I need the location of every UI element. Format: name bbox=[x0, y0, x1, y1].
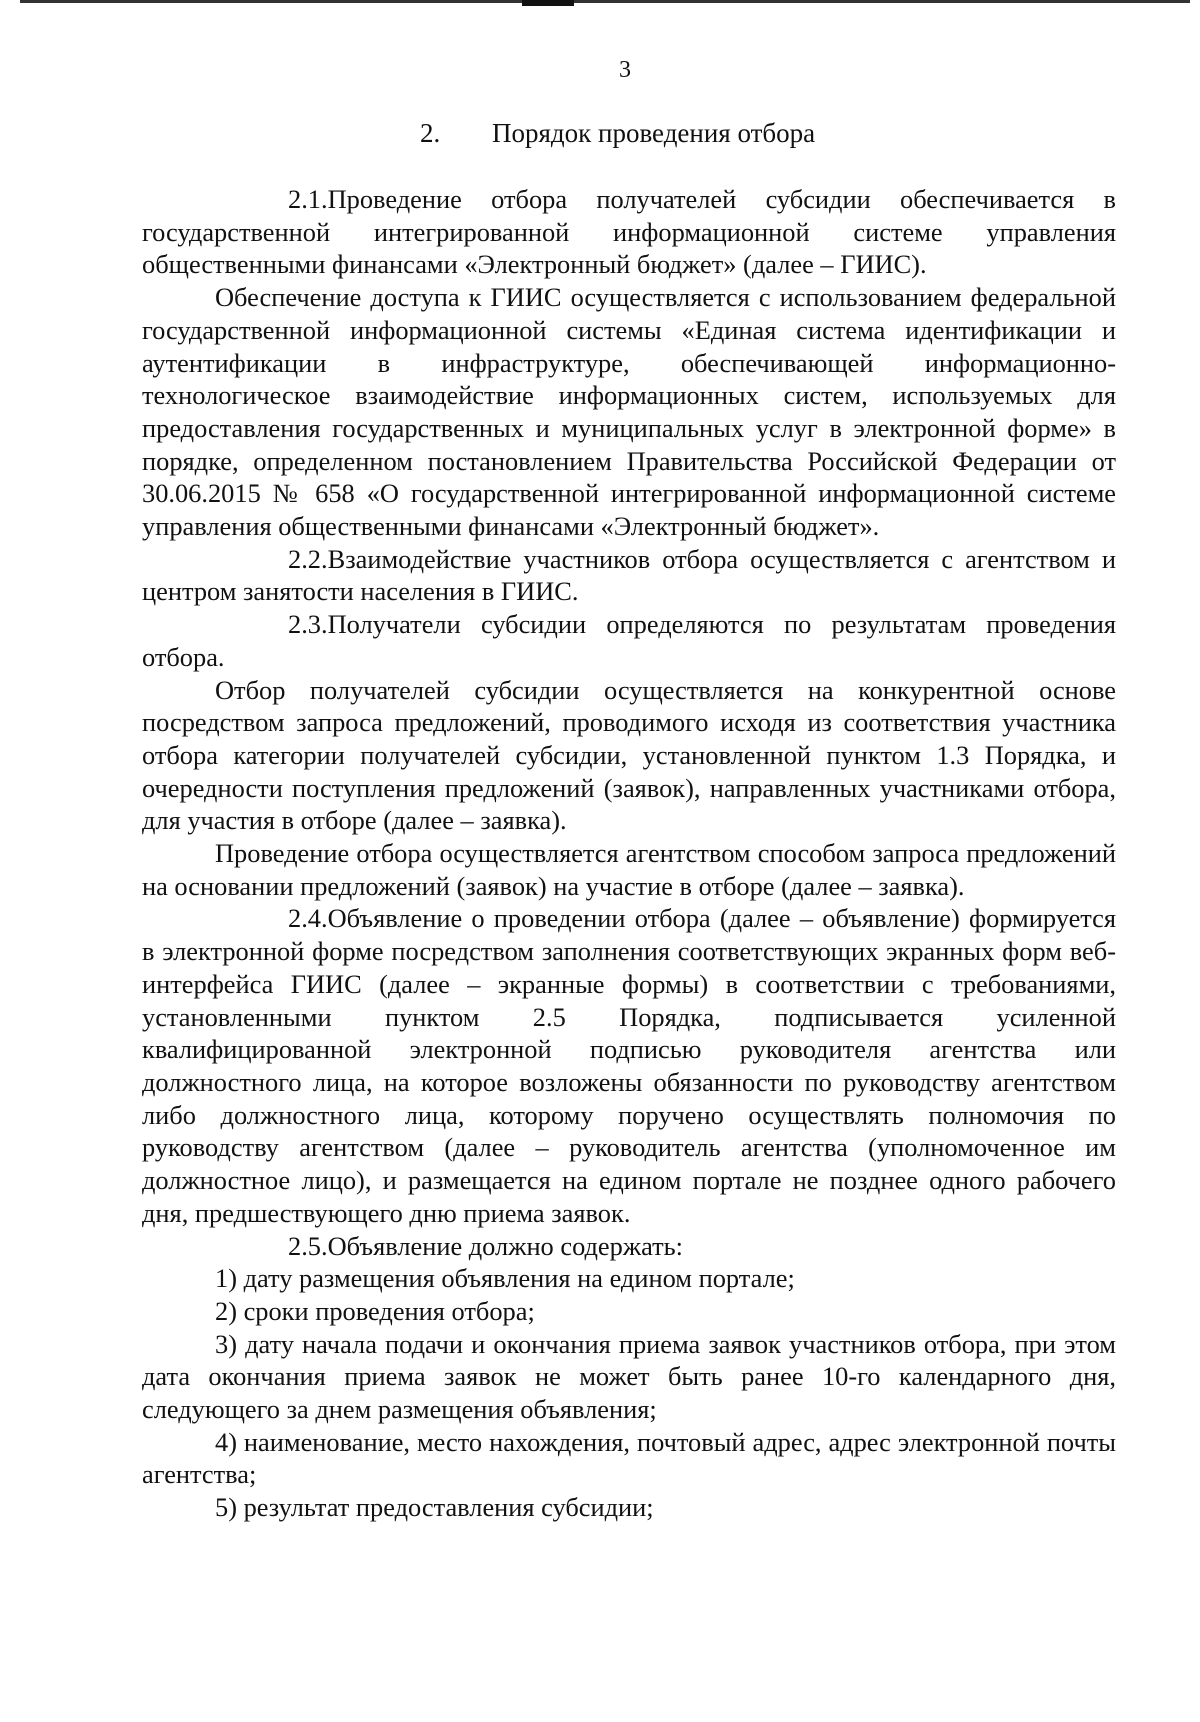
paragraph-text: 1) дату размещения объявления на едином портале; bbox=[215, 1263, 795, 1294]
paragraph bbox=[142, 543, 1116, 608]
paragraph bbox=[142, 837, 1116, 902]
paragraph bbox=[142, 1491, 1116, 1524]
paragraph-text: Проведение отбора осуществляется агентством способом запроса предложений на основании предложений (заявок) на участие в отборе (далее – заявка). bbox=[142, 838, 1116, 901]
paragraph-text: 4) наименование, место нахождения, почтовый адрес, адрес электронной почты агентства; bbox=[142, 1426, 1116, 1490]
paragraph-text: Получатели субсидии определяются по результатам проведения отбора. bbox=[142, 609, 1116, 672]
scan-mark bbox=[522, 0, 574, 6]
paragraph bbox=[142, 183, 1116, 281]
paragraph-text: Отбор получателей субсидии осуществляется на конкурентной основе посредством запроса предложений, проводимого исходя из соответствия участника отбора категории получателей субсидии, установленной пунктом 1.3 Порядка, и очередности поступления предложений (заявок), направленных участниками отбора, для участия в отборе (далее – заявка). bbox=[142, 674, 1116, 836]
paragraph-number: 2.2. bbox=[288, 543, 328, 574]
section-number: 2. bbox=[420, 118, 441, 148]
paragraph bbox=[142, 608, 1116, 673]
section-heading bbox=[420, 116, 815, 150]
paragraph-text: 3) дату начала подачи и окончания приема заявок участников отбора, при этом дата окончания приема заявок не может быть ранее 10-го календарного дня, следующего за днем размещения объявления; bbox=[142, 1328, 1116, 1425]
paragraph bbox=[142, 1295, 1116, 1328]
paragraph-text: Объявление о проведении отбора (далее – объявление) формируется в электронной форме посредством заполнения соответствующих экранных форм веб-интерфейса ГИИС (далее – экранные формы) в соответствии с требованиями, установленными пунктом 2.5 Порядка, подписывается усиленной квалифицированной электронной подписью руководителя агентства или должностного лица, на которое возложены обязанности по руководству агентством либо должностного лица, которому поручено осуществлять полномочия по руководству агентством (далее – руководитель агентства (уполномоченное им должностное лицо), и размещается на едином портале не позднее одного рабочего дня, предшествующего дню приема заявок. bbox=[142, 903, 1116, 1228]
paragraph-text: Обеспечение доступа к ГИИС осуществляется с использованием федеральной государственной информационной системы «Единая система идентификации и аутентификации в инфраструктуре, обеспечивающей информационно-технологическое взаимодействие информационных систем, используемых для предоставления государственных и муниципальных услуг в электронной форме» в порядке, определенном постановлением Правительства Российской Федерации от 30.06.2015 № 658 «О государственной интегрированной информационной системе управления общественными финансами «Электронный бюджет». bbox=[142, 282, 1116, 542]
paragraph-number: 2.5. bbox=[288, 1230, 328, 1261]
page-number: 3 bbox=[619, 57, 631, 83]
paragraph-number: 2.1. bbox=[288, 184, 328, 214]
paragraph bbox=[142, 674, 1116, 838]
paragraph-text: 2) сроки проведения отбора; bbox=[215, 1295, 535, 1326]
page-top-edge bbox=[20, 0, 1190, 3]
paragraph bbox=[142, 281, 1116, 543]
paragraph bbox=[142, 1262, 1116, 1295]
paragraph-text: 5) результат предоставления субсидии; bbox=[215, 1492, 654, 1523]
paragraph-text: Взаимодействие участников отбора осуществляется с агентством и центром занятости населения в ГИИС. bbox=[142, 543, 1116, 607]
paragraph bbox=[142, 902, 1116, 1229]
paragraph-text: Проведение отбора получателей субсидии обеспечивается в государственной интегрированной информационной системе управления общественными финансами «Электронный бюджет» (далее – ГИИС). bbox=[142, 184, 1116, 280]
paragraph bbox=[142, 1426, 1116, 1491]
paragraph-text: Объявление должно содержать: bbox=[327, 1230, 684, 1261]
section-title: Порядок проведения отбора bbox=[492, 118, 816, 148]
paragraph bbox=[142, 1230, 1116, 1263]
paragraph-number: 2.3. bbox=[288, 609, 328, 640]
paragraph bbox=[142, 1328, 1116, 1426]
document-body bbox=[142, 183, 1116, 1524]
paragraph-number: 2.4. bbox=[288, 903, 328, 934]
